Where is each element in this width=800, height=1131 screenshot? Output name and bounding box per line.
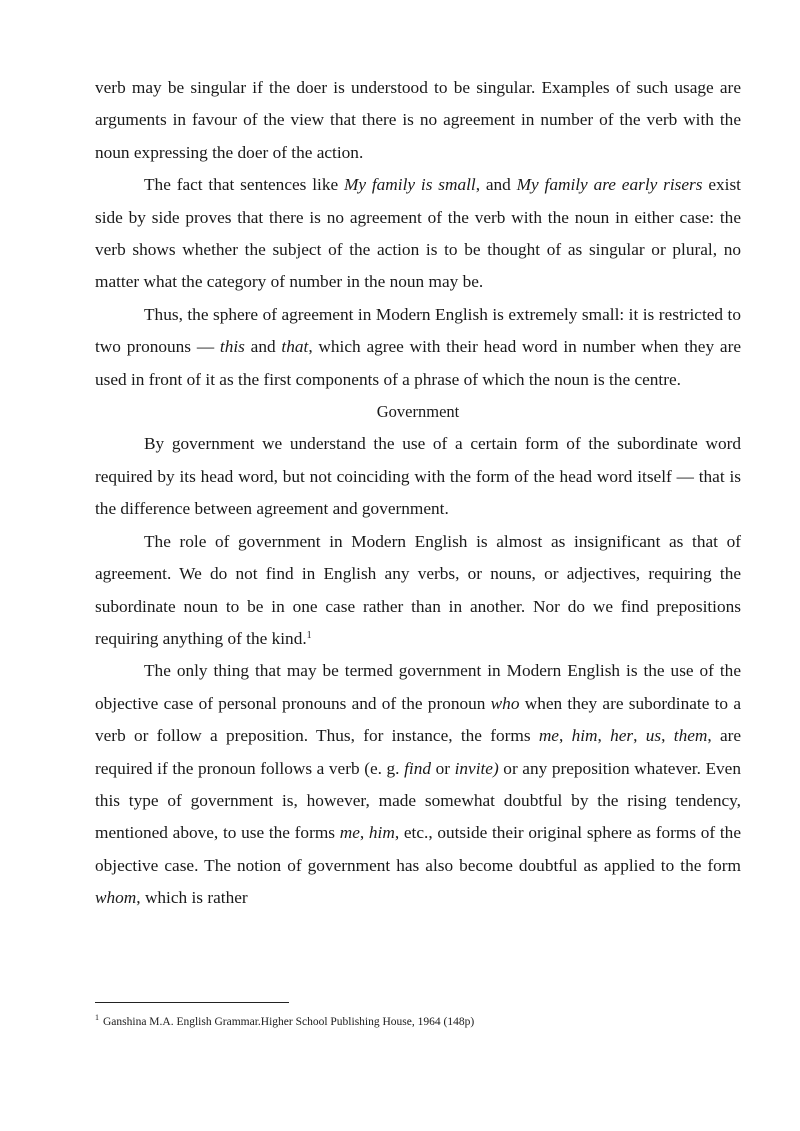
paragraph-objective-case: The only thing that may be termed government in Modern English is the use of the objective case of personal pronouns and of the pronoun who when they are subordinate to a verb or follow a preposition. Thus, for instance, the forms me, him, her, us, them, are required if the pronoun follows a verb (e. g. find or invite) or any preposition whatever. Even this type of government is, however, made somewhat doubtful by the rising tendency, mentioned above, to use the forms me, him, etc., outside their original sphere as forms of the objective case. The notion of government has also become doubtful as applied to the form whom, which is rather	[95, 661, 742, 908]
paragraph-sentences-example: The fact that sentences like My family is small, and My family are early risers exist side by side proves that there is no agreement of the verb with the noun in either case: the verb shows whether the subject of the action is to be thought of as singular or plural, no matter what the category of number in the noun may be.	[95, 175, 741, 292]
paragraph-government-definition: By government we understand the use of a certain form of the subordinate word required by its head word, but not coinciding with the form of the head word itself — that is the difference between agreement and government.	[95, 434, 741, 519]
example-my-family-are-early-risers: My family are early risers	[516, 175, 703, 195]
paragraph-role-of-government: The role of government in Modern English is almost as insignificant as that of agreement. We do not find in English any verbs, or nouns, or adjectives, requiring the subordinate noun to be in one case rather than in another. Nor do we find prepositions requiring anything of the kind.$^1$	[95, 531, 741, 648]
footnote-number: 1	[95, 1013, 99, 1022]
section-heading-government: Government	[376, 402, 460, 422]
footnote-divider	[95, 1002, 289, 1003]
example-my-family-is-small: My family is small	[343, 175, 476, 195]
footnote	[95, 1014, 741, 1030]
paragraph-continuation: verb may be singular if the doer is understood to be singular. Examples of such usage are arguments in favour of the view that there is no agreement in number of the verb with the noun expressing the doer of the action.	[95, 78, 741, 162]
paragraph-sphere-of-agreement: Thus, the sphere of agreement in Modern English is extremely small: it is restricted to two pronouns — this and that, which agree with their head word in number when they are used in front of it as the first components of a phrase of which the noun is the centre.	[95, 304, 742, 389]
body-text	[95, 72, 741, 915]
pronoun-this: this	[219, 337, 245, 357]
pronoun-that: that	[281, 337, 309, 357]
footnote-text: Ganshina M.A. English Grammar.Higher School Publishing House, 1964 (148p)	[103, 1016, 475, 1028]
footnote-reference[interactable]: 1	[306, 629, 312, 641]
